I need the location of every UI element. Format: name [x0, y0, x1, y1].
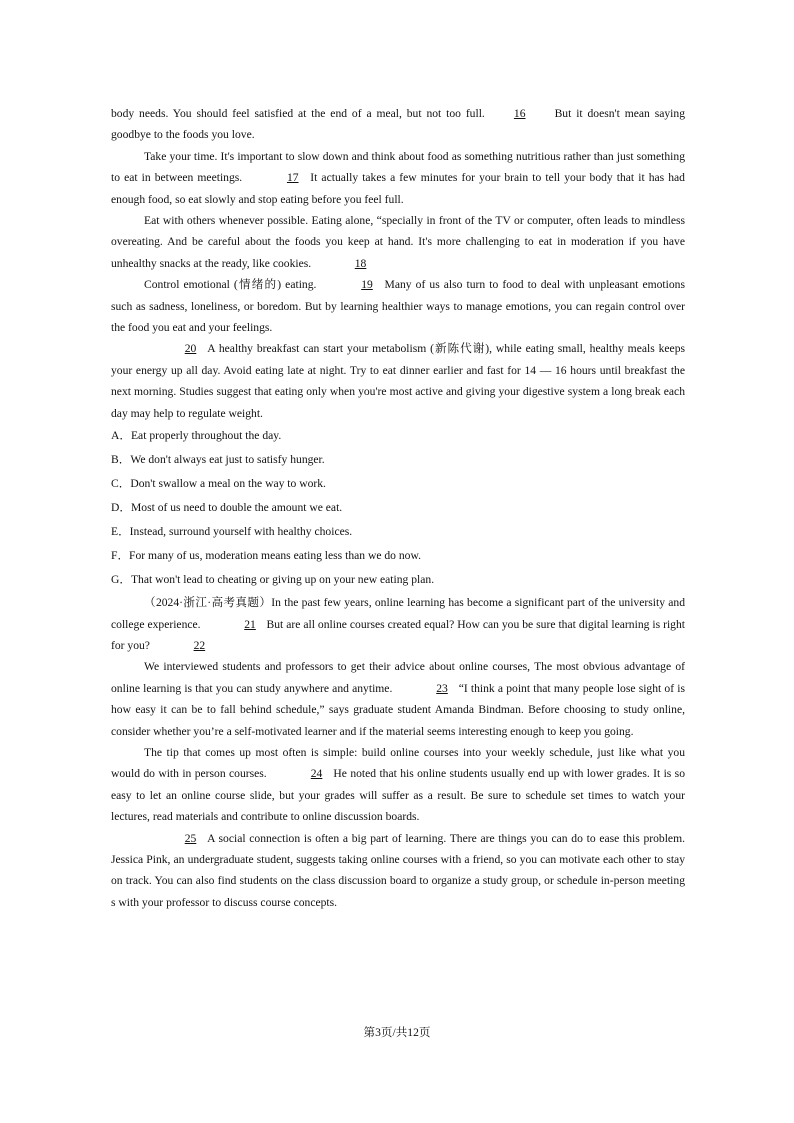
answer-blank-25[interactable]: 25 [184, 831, 197, 845]
paragraph: body needs. You should feel satisfied at the end of a meal, but not too full. 16 But it doesn't mean saying goodbye to the foods you love. [111, 103, 685, 146]
answer-blank-22[interactable]: 22 [193, 638, 206, 652]
answer-blank-24[interactable]: 24 [310, 767, 323, 781]
option-d: D．Most of us need to double the amount we eat. [111, 501, 343, 515]
paragraph: （2024·浙江·高考真题）In the past few years, online learning has become a significant part of the university and college experience. 21 But are all online courses created equal? How can you be sure that digital learning is right for you? 22 [111, 592, 685, 656]
option-c: C．Don't swallow a meal on the way to work. [111, 477, 326, 491]
paragraph: Take your time. It's important to slow down and think about food as something nutritious rather than just something to eat in between meetings. 17 It actually takes a few minutes for your brain to tell your body that it has had enough food, so eat slowly and stop eating before you feel full. [111, 149, 685, 206]
option-a: A．Eat properly throughout the day. [111, 429, 282, 443]
answer-blank-18[interactable]: 18 [354, 256, 367, 270]
page-content [111, 103, 685, 913]
page-number: 第3页/共12页 [363, 1026, 431, 1039]
option-b: B．We don't always eat just to satisfy hunger. [111, 453, 325, 467]
paragraph: Eat with others whenever possible. Eating alone, “specially in front of the TV or computer, often leads to mindless overeating. And be careful about the foods you keep at hand. It's more challenging to eat in moderation if you have unhealthy snacks at the ready, like cookies. 18 [111, 210, 685, 274]
answer-blank-17[interactable]: 17 [286, 171, 299, 185]
answer-blank-23[interactable]: 23 [436, 681, 448, 695]
answer-blank-19[interactable]: 19 [361, 278, 373, 292]
paragraph: Control emotional (情绪的) eating. 19 Many of us also turn to food to deal with unpleasant emotions such as sadness, loneliness, or boredom. But by learning healthier ways to manage emotions, you can regain control over the food you eat and your feelings. [111, 274, 685, 338]
answer-blank-21[interactable]: 21 [244, 617, 256, 631]
paragraph: 20 A healthy breakfast can start your metabolism (新陈代谢), while eating small, healthy meals keeps your energy up all day. Avoid eating late at night. Try to eat dinner earlier and fast for 14 — 16 hours until breakfast the next morning. Studies suggest that eating only when you're most active and giving your digestive system a long break each day may help to regulate weight. [111, 338, 685, 424]
paragraph: The tip that comes up most often is simple: build online courses into your weekly schedule, just like what you would do with in person courses. 24 He noted that his online students usually end up with lower grades. It is so easy to let an online course slide, but your grades will suffer as a result. Be sure to schedule set times to watch your lectures, read materials and contribute to online discussion boards. [111, 745, 685, 824]
answer-blank-20[interactable]: 20 [184, 342, 197, 356]
option-e: E．Instead, surround yourself with healthy choices. [111, 525, 353, 539]
option-list [111, 424, 685, 592]
option-f: F．For many of us, moderation means eating less than we do now. [111, 549, 421, 563]
answer-blank-16[interactable]: 16 [513, 107, 526, 120]
paragraph: We interviewed students and professors to get their advice about online courses, The most obvious advantage of online learning is that you can study anywhere and anytime. 23 “I think a point that many people lose sight of is how easy it can be to fall behind schedule,” says graduate student Amanda Bindman. Before choosing to study online, consider whether you’re a self-motivated learner and if the material seems interesting enough to keep you going. [111, 660, 685, 738]
option-g: G．That won't lead to cheating or giving up on your new eating plan. [111, 573, 435, 587]
paragraph: 25 A social connection is often a big part of learning. There are things you can do to ease this problem. Jessica Pink, an undergraduate student, suggests taking online courses with a friend, so you can motivate each other to stay on track. You can also find students on the class discussion board to organize a study group, or schedule in-person meeting s with your professor to discuss course concepts. [111, 828, 685, 914]
